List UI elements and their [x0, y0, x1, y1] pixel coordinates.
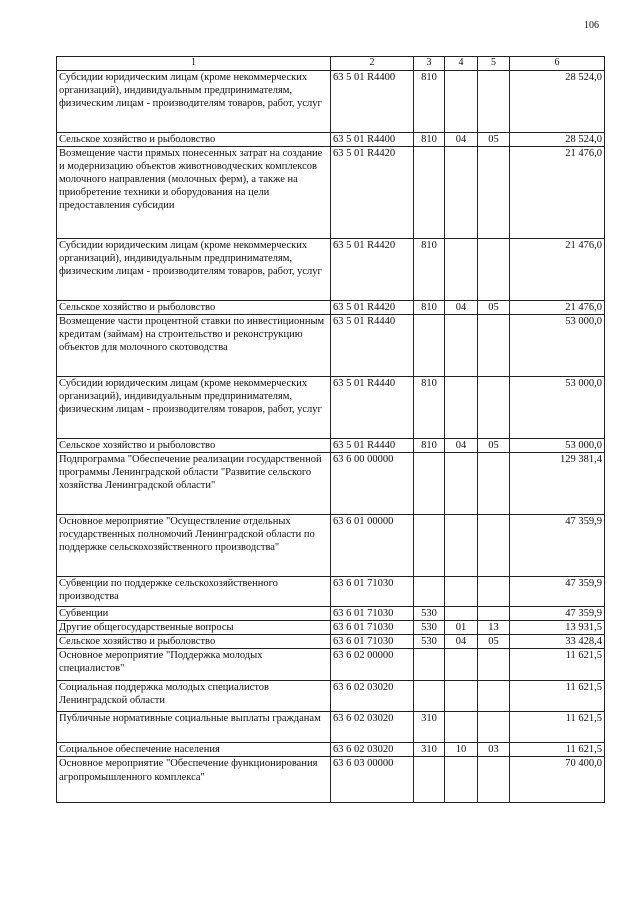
header-row [57, 57, 605, 71]
row-amount: 21 476,0 [510, 300, 605, 314]
row-pr [478, 376, 510, 438]
row-name: Сельское хозяйство и рыболовство [57, 132, 331, 146]
table-row [57, 649, 605, 681]
row-name: Другие общегосударственные вопросы [57, 621, 331, 635]
row-name: Социальное обеспечение населения [57, 743, 331, 757]
table-row [57, 514, 605, 576]
row-rz [445, 70, 478, 132]
row-code: 63 5 01 R4420 [331, 146, 414, 238]
row-vr: 810 [414, 70, 445, 132]
row-pr [478, 712, 510, 743]
row-name: Социальная поддержка молодых специалистов Ленинградской области [57, 681, 331, 712]
header-col-3: 3 [414, 57, 445, 71]
row-vr: 810 [414, 376, 445, 438]
row-amount: 13 931,5 [510, 621, 605, 635]
row-amount: 21 476,0 [510, 238, 605, 300]
table-row [57, 576, 605, 606]
row-rz [445, 376, 478, 438]
row-amount: 53 000,0 [510, 376, 605, 438]
table-row [57, 681, 605, 712]
row-rz: 04 [445, 635, 478, 649]
row-pr: 05 [478, 132, 510, 146]
row-vr: 530 [414, 621, 445, 635]
row-amount: 11 621,5 [510, 649, 605, 681]
row-vr [414, 314, 445, 376]
row-pr [478, 649, 510, 681]
row-vr [414, 681, 445, 712]
row-rz: 04 [445, 132, 478, 146]
row-amount: 11 621,5 [510, 681, 605, 712]
row-rz [445, 452, 478, 514]
header-col-6: 6 [510, 57, 605, 71]
budget-table [56, 56, 605, 803]
row-rz: 04 [445, 438, 478, 452]
row-vr: 810 [414, 132, 445, 146]
page-number: 106 [584, 20, 599, 31]
row-pr [478, 576, 510, 606]
row-pr: 03 [478, 743, 510, 757]
row-code: 63 5 01 R4420 [331, 300, 414, 314]
table-row [57, 314, 605, 376]
row-code: 63 5 01 R4400 [331, 132, 414, 146]
row-code: 63 6 02 00000 [331, 649, 414, 681]
row-code: 63 5 01 R4420 [331, 238, 414, 300]
row-pr [478, 757, 510, 803]
row-amount: 47 359,9 [510, 606, 605, 620]
row-vr: 310 [414, 712, 445, 743]
row-amount: 33 428,4 [510, 635, 605, 649]
row-rz: 01 [445, 621, 478, 635]
row-pr [478, 238, 510, 300]
row-code: 63 5 01 R4440 [331, 376, 414, 438]
header-col-4: 4 [445, 57, 478, 71]
row-vr: 530 [414, 606, 445, 620]
row-rz [445, 146, 478, 238]
table-row [57, 743, 605, 757]
row-name: Субвенции по поддержке сельскохозяйственного производства [57, 576, 331, 606]
row-vr: 810 [414, 300, 445, 314]
row-vr: 530 [414, 635, 445, 649]
row-pr: 05 [478, 438, 510, 452]
table-row [57, 238, 605, 300]
row-code: 63 5 01 R4440 [331, 314, 414, 376]
row-vr [414, 452, 445, 514]
row-code: 63 6 02 03020 [331, 681, 414, 712]
table-row [57, 635, 605, 649]
table-row [57, 300, 605, 314]
row-code: 63 5 01 R4440 [331, 438, 414, 452]
row-rz: 10 [445, 743, 478, 757]
row-name: Публичные нормативные социальные выплаты гражданам [57, 712, 331, 743]
row-code: 63 6 02 03020 [331, 712, 414, 743]
row-name: Сельское хозяйство и рыболовство [57, 438, 331, 452]
table-row [57, 757, 605, 803]
row-vr [414, 576, 445, 606]
table-row [57, 132, 605, 146]
row-rz [445, 681, 478, 712]
row-code: 63 6 03 00000 [331, 757, 414, 803]
row-name: Основное мероприятие "Осуществление отдельных государственных полномочий Ленинградской области по поддержке сельскохозяйственного производства" [57, 514, 331, 576]
row-pr [478, 314, 510, 376]
row-name: Сельское хозяйство и рыболовство [57, 300, 331, 314]
row-amount: 47 359,9 [510, 514, 605, 576]
row-code: 63 6 01 71030 [331, 576, 414, 606]
row-amount: 47 359,9 [510, 576, 605, 606]
row-amount: 21 476,0 [510, 146, 605, 238]
row-name: Субсидии юридическим лицам (кроме некоммерческих организаций), индивидуальным предпринимателям, физическим лицам - производителям товаров, работ, услуг [57, 376, 331, 438]
row-code: 63 6 01 71030 [331, 621, 414, 635]
row-rz [445, 576, 478, 606]
row-amount: 53 000,0 [510, 314, 605, 376]
table-row [57, 606, 605, 620]
row-pr: 05 [478, 300, 510, 314]
row-rz [445, 606, 478, 620]
header-col-2: 2 [331, 57, 414, 71]
row-amount: 28 524,0 [510, 132, 605, 146]
row-rz [445, 649, 478, 681]
row-pr [478, 146, 510, 238]
row-code: 63 6 02 03020 [331, 743, 414, 757]
row-name: Субвенции [57, 606, 331, 620]
table-row [57, 146, 605, 238]
row-pr: 13 [478, 621, 510, 635]
row-amount: 28 524,0 [510, 70, 605, 132]
row-vr: 810 [414, 438, 445, 452]
row-amount: 129 381,4 [510, 452, 605, 514]
row-rz: 04 [445, 300, 478, 314]
row-vr [414, 649, 445, 681]
row-name: Сельское хозяйство и рыболовство [57, 635, 331, 649]
table-row [57, 621, 605, 635]
row-rz [445, 757, 478, 803]
row-code: 63 6 01 71030 [331, 635, 414, 649]
row-name: Подпрограмма "Обеспечение реализации государственной программы Ленинградской области "Развитие сельского хозяйства Ленинградской области" [57, 452, 331, 514]
row-name: Основное мероприятие "Поддержка молодых специалистов" [57, 649, 331, 681]
row-code: 63 6 01 71030 [331, 606, 414, 620]
table-row [57, 438, 605, 452]
row-amount: 70 400,0 [510, 757, 605, 803]
row-code: 63 6 01 00000 [331, 514, 414, 576]
table-row [57, 70, 605, 132]
row-pr: 05 [478, 635, 510, 649]
row-name: Возмещение части прямых понесенных затрат на создание и модернизацию объектов животноводческих комплексов молочного направления (молочных ферм), а также на приобретение техники и оборудования на цели предоставления субсидии [57, 146, 331, 238]
row-vr: 310 [414, 743, 445, 757]
row-code: 63 5 01 R4400 [331, 70, 414, 132]
row-pr [478, 606, 510, 620]
row-name: Субсидии юридическим лицам (кроме некоммерческих организаций), индивидуальным предпринимателям, физическим лицам - производителям товаров, работ, услуг [57, 238, 331, 300]
table-row [57, 712, 605, 743]
row-vr [414, 146, 445, 238]
row-code: 63 6 00 00000 [331, 452, 414, 514]
row-amount: 53 000,0 [510, 438, 605, 452]
table-row [57, 452, 605, 514]
row-vr: 810 [414, 238, 445, 300]
row-vr [414, 757, 445, 803]
row-rz [445, 514, 478, 576]
header-col-5: 5 [478, 57, 510, 71]
row-rz [445, 314, 478, 376]
row-pr [478, 70, 510, 132]
row-amount: 11 621,5 [510, 712, 605, 743]
row-pr [478, 452, 510, 514]
row-amount: 11 621,5 [510, 743, 605, 757]
row-name: Основное мероприятие "Обеспечение функционирования агропромышленного комплекса" [57, 757, 331, 803]
row-name: Субсидии юридическим лицам (кроме некоммерческих организаций), индивидуальным предпринимателям, физическим лицам - производителям товаров, работ, услуг [57, 70, 331, 132]
header-col-1: 1 [57, 57, 331, 71]
row-pr [478, 681, 510, 712]
row-vr [414, 514, 445, 576]
row-name: Возмещение части процентной ставки по инвестиционным кредитам (займам) на строительство и реконструкцию объектов для молочного скотоводства [57, 314, 331, 376]
row-rz [445, 712, 478, 743]
row-rz [445, 238, 478, 300]
row-pr [478, 514, 510, 576]
table-row [57, 376, 605, 438]
